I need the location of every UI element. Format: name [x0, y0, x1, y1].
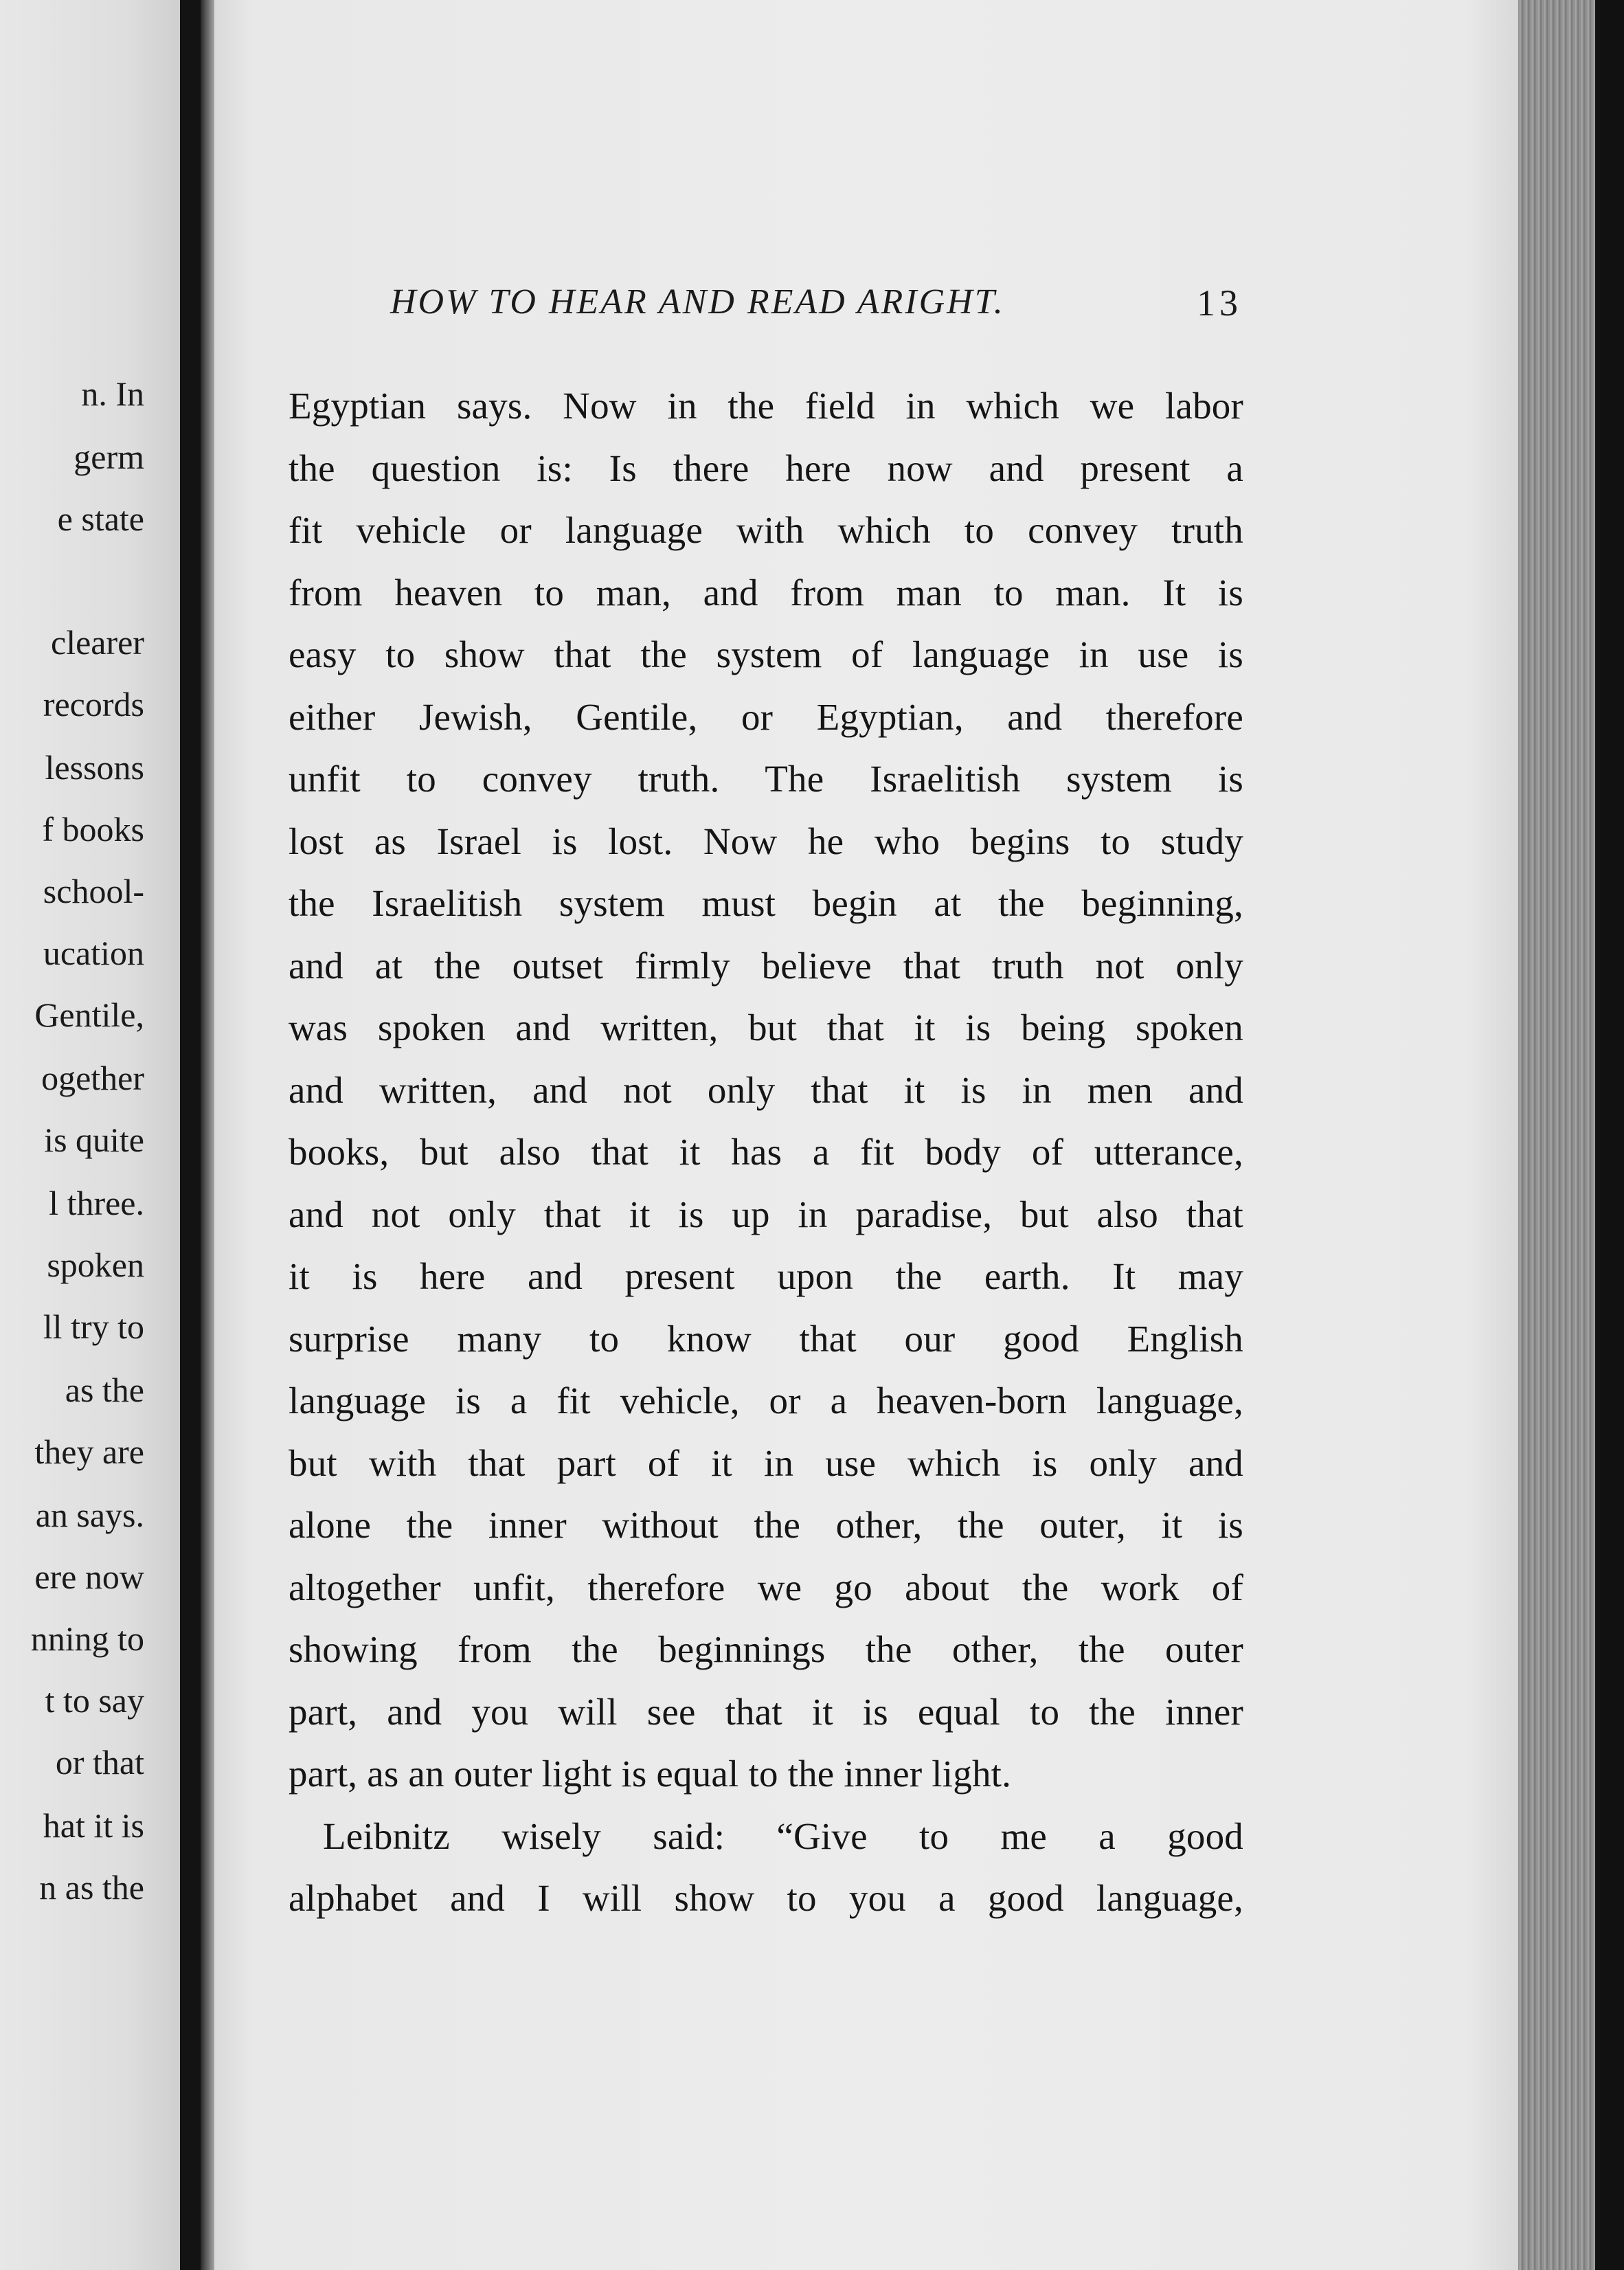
left-page-line: as the: [65, 1371, 144, 1409]
text-line: the Israelitish system must begin at the beginning,: [289, 882, 1243, 924]
left-page-line: ere now: [34, 1558, 144, 1596]
left-page-line: ogether: [41, 1059, 144, 1097]
left-page-line: germ: [74, 438, 144, 476]
text-line: alone the inner without the other, the outer, it is: [289, 1504, 1243, 1546]
text-line: it is here and present upon the earth. It may: [289, 1255, 1243, 1297]
text-line: part, as an outer light is equal to the inner light.: [289, 1753, 1012, 1795]
text-line: Egyptian says. Now in the field in which we labor: [289, 385, 1243, 427]
text-line: fit vehicle or language with which to convey truth: [289, 509, 1243, 551]
left-page-line: or that: [55, 1743, 144, 1782]
text-line: altogether unfit, therefore we go about the work of: [289, 1566, 1243, 1608]
text-line: alphabet and I will show to you a good language,: [289, 1877, 1243, 1919]
left-page-line: spoken: [47, 1246, 144, 1284]
left-page-line: they are: [34, 1432, 144, 1471]
left-page-line: n as the: [39, 1868, 144, 1907]
left-page-line: an says.: [35, 1496, 144, 1534]
text-line: and not only that it is up in paradise, but also that: [289, 1193, 1243, 1235]
left-page-line: clearer: [51, 623, 144, 662]
text-line: part, and you will see that it is equal to the inner: [289, 1690, 1243, 1733]
left-page-line: f books: [42, 810, 144, 849]
left-page-line: ll try to: [43, 1307, 144, 1346]
text-line: books, but also that it has a fit body of utterance,: [289, 1131, 1243, 1173]
body-text: [289, 375, 1243, 1930]
text-line: language is a fit vehicle, or a heaven-born language,: [289, 1380, 1243, 1421]
left-page-line: l three.: [49, 1184, 144, 1222]
left-page-line: n. In: [81, 374, 144, 413]
text-line: and written, and not only that it is in men and: [289, 1068, 1243, 1111]
left-page: [0, 0, 180, 2270]
left-page-line: e state: [57, 499, 144, 538]
left-page-line: lessons: [45, 748, 144, 787]
page-number: 13: [1197, 282, 1242, 324]
left-page-line: Gentile,: [34, 996, 144, 1034]
left-page-line: records: [43, 685, 144, 723]
left-page-line: hat it is: [43, 1806, 144, 1845]
text-line: easy to show that the system of language in use is: [289, 633, 1243, 675]
left-page-line: nning to: [30, 1619, 144, 1658]
text-line: either Jewish, Gentile, or Egyptian, and therefore: [289, 695, 1243, 738]
text-line: and at the outset firmly believe that truth not only: [289, 944, 1243, 987]
left-page-line: t to say: [45, 1681, 144, 1720]
text-line: from heaven to man, and from man to man. It is: [289, 571, 1243, 614]
background-edge: [1595, 0, 1624, 2270]
left-page-line: ucation: [43, 934, 144, 972]
text-line: Leibnitz wisely said: “Give to me a good: [323, 1814, 1243, 1857]
running-head: HOW TO HEAR AND READ ARIGHT.: [390, 282, 1005, 322]
text-line: unfit to convey truth. The Israelitish system is: [289, 758, 1243, 800]
text-line: showing from the beginnings the other, the outer: [289, 1628, 1243, 1670]
left-page-line: school-: [43, 872, 144, 910]
text-line: surprise many to know that our good English: [289, 1317, 1243, 1360]
text-line: but with that part of it in use which is only and: [289, 1441, 1243, 1484]
text-line: lost as Israel is lost. Now he who begins to study: [289, 820, 1243, 862]
text-line: the question is: Is there here now and present a: [289, 447, 1243, 489]
left-page-line: is quite: [44, 1121, 144, 1159]
text-line: was spoken and written, but that it is being spoken: [289, 1007, 1243, 1048]
